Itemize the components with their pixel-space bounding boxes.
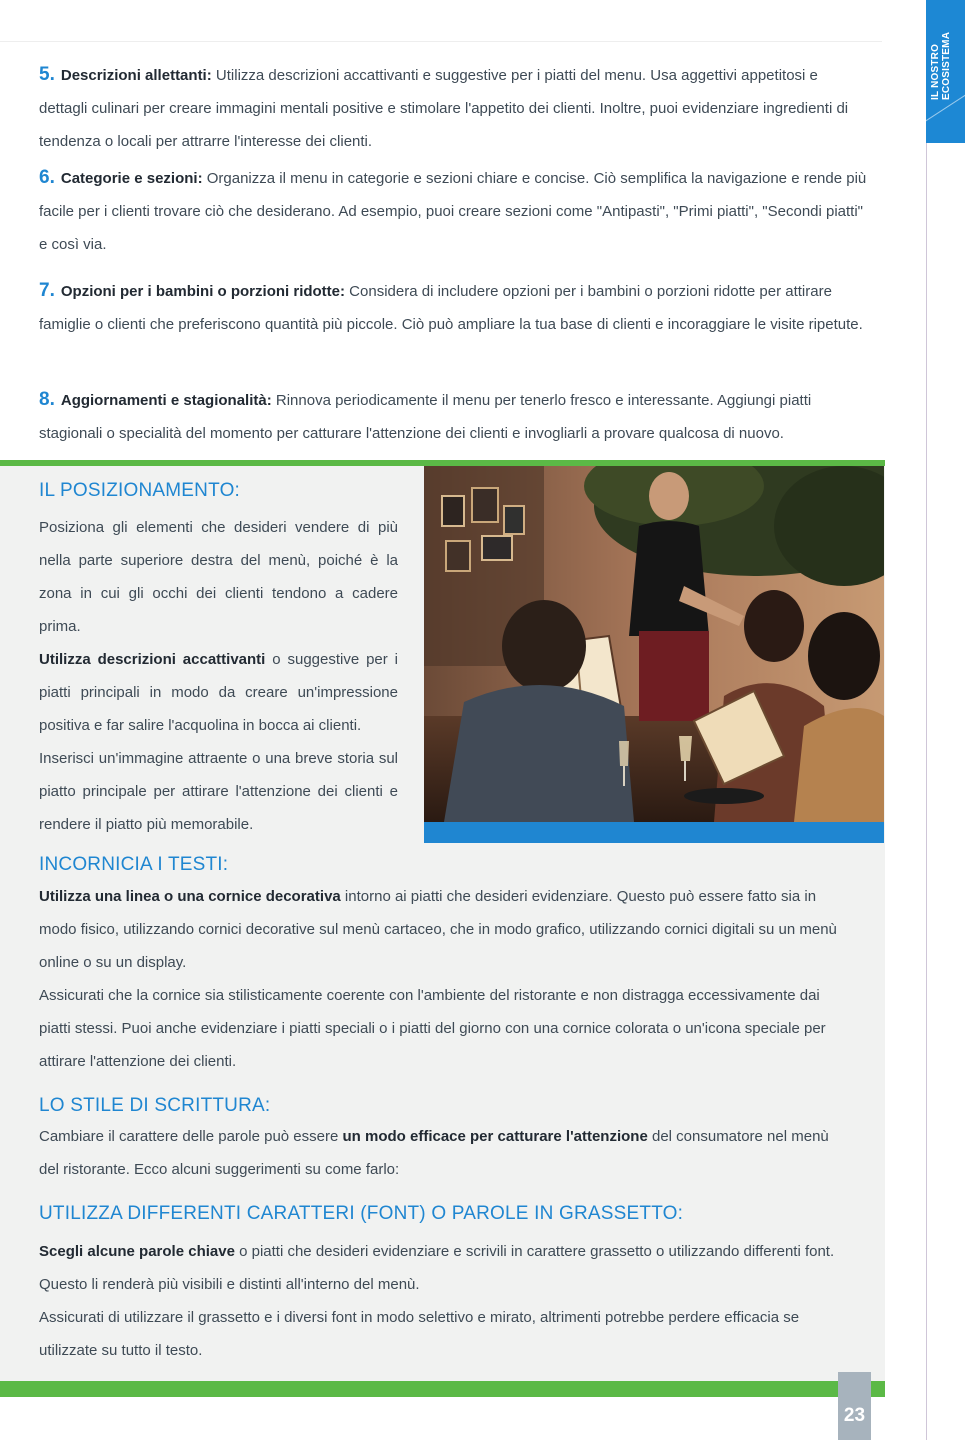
writing-style-text: Cambiare il carattere delle parole può essere un modo efficace per catturare l'attenzione del consumatore nel menù del ristorante. Ecco alcuni suggerimenti su come farlo:	[39, 1128, 829, 1178]
fonts-text: Scegli alcune parole chiave o piatti che desideri evidenziare e scrivili in carattere grassetto o utilizzando differenti font. Questo li renderà più visibili e distinti all'interno del menù. Assicurati di utilizzare il grassetto e i diversi font in modo selettivo e mirato, altrimenti potrebbe perdere efficacia se utilizzate su tutto il testo.	[39, 1243, 835, 1359]
list-item-kids-options: 7. Opzioni per i bambini o porzioni ridotte: Considera di includere opzioni per i bambini o porzioni ridotte per attirare famiglie o clienti che preferiscono quantità più piccole. Ciò può ampliare la tua base di clienti e incoraggiare le visite ripetute.	[39, 280, 863, 333]
list-item-descriptions: 5. Descrizioni allettanti: Utilizza descrizioni accattivanti e suggestive per i piatti del menu. Usa aggettivi appetitosi e dettagli culinari per creare immagini mentali positive e stimolare l'appetito dei clienti. Inoltre, puoi evidenziare ingredienti di tendenza o locali per attrarre l'interesse dei clienti.	[39, 64, 849, 150]
restaurant-photo	[424, 466, 884, 822]
top-rule	[0, 41, 882, 42]
side-tab-label: IL NOSTRO ECOSISTEMA	[930, 31, 952, 100]
list-item-categories: 6. Categorie e sezioni: Organizza il menu in categorie e sezioni chiare e concise. Ciò semplifica la navigazione e rende più facile per i clienti trovare ciò che desiderano. Ad esempio, puoi creare sezioni come "Antipasti", "Primi piatti", "Secondi piatti" e così via.	[39, 167, 867, 253]
section-side-tab	[926, 0, 965, 143]
frame-texts-text: Utilizza una linea o una cornice decorativa intorno ai piatti che desideri evidenziare. Questo può essere fatto sia in modo fisico, utilizzando cornici decorative sul menù cartaceo, che in modo grafico, utilizzando cornici digitali su un menù online o su un display. Assicurati che la cornice sia stilisticamente coerente con l'ambiente del ristorante e non distragga eccessivamente dai piatti stessi. Puoi anche evidenziare i piatti speciali o i piatti del giorno con una cornice colorata o un'icona speciale per attirare l'attenzione dei clienti.	[39, 888, 837, 1070]
photo-accent-bar	[424, 822, 884, 843]
heading-positioning: IL POSIZIONAMENTO:	[39, 480, 241, 501]
photo-frame	[424, 466, 884, 843]
heading-frame-texts: INCORNICIA I TESTI:	[39, 854, 229, 875]
list-item-seasonality: 8. Aggiornamenti e stagionalità: Rinnova periodicamente il menu per tenerlo fresco e interessante. Aggiungi piatti stagionali o specialità del momento per catturare l'attenzione dei clienti e invogliarli a provare qualcosa di nuovo.	[39, 389, 812, 442]
heading-writing-style: LO STILE DI SCRITTURA:	[39, 1095, 271, 1116]
positioning-text: Posiziona gli elementi che desideri vendere di più nella parte superiore destra del menù, poiché è la zona in cui gli occhi dei clienti tendono a cadere prima. Utilizza descrizioni accattivanti o suggestive per i piatti principali in modo da creare un'impressione positiva e far salire l'acquolina in bocca ai clienti. Inserisci un'immagine attraente o una breve storia sul piatto principale per attirare l'attenzione dei clienti e rendere il piatto più memorabile.	[39, 519, 398, 833]
page-number: 23	[838, 1372, 871, 1440]
green-divider-bottom	[0, 1381, 885, 1397]
heading-fonts: UTILIZZA DIFFERENTI CARATTERI (FONT) O PAROLE IN GRASSETTO:	[39, 1203, 684, 1224]
side-margin-line	[926, 0, 927, 1440]
